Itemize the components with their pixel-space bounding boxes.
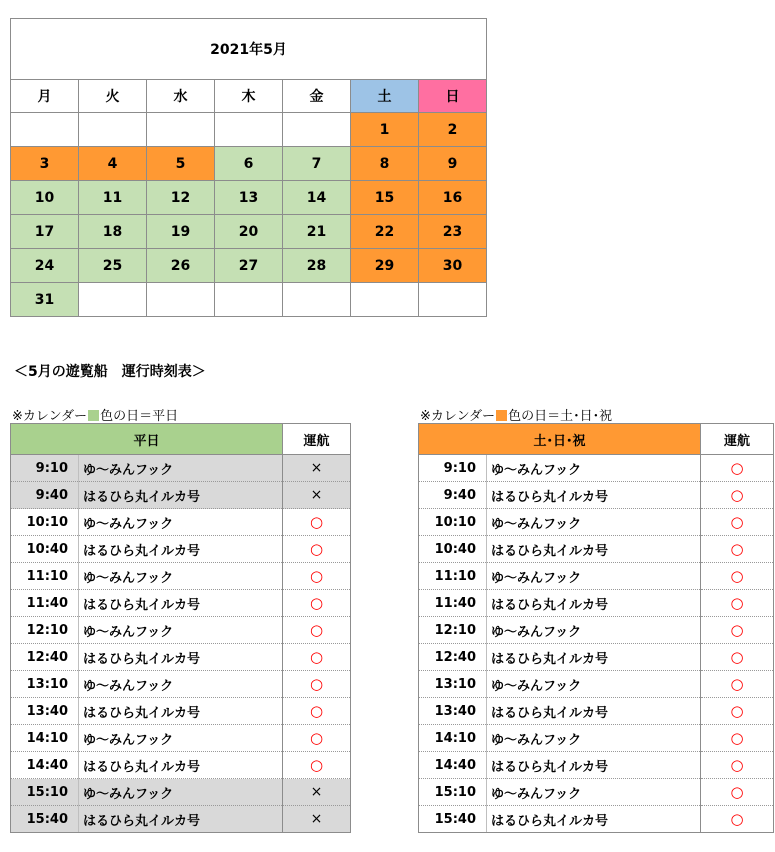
departure-time: 11:40 <box>419 590 487 617</box>
calendar-day: 1 <box>351 113 419 147</box>
operation-status <box>283 455 351 482</box>
calendar-day: 4 <box>79 147 147 181</box>
not-operating-mark: × <box>310 811 323 827</box>
calendar-day: 16 <box>419 181 487 215</box>
departure-time: 14:40 <box>419 752 487 779</box>
calendar-empty-cell <box>283 283 351 317</box>
ship-name: ゆ～みんフック <box>487 779 701 806</box>
not-operating-mark: × <box>310 487 323 503</box>
calendar-day: 8 <box>351 147 419 181</box>
operating-mark: ○ <box>309 729 324 747</box>
calendar-day: 19 <box>147 215 215 249</box>
calendar-day: 24 <box>11 249 79 283</box>
calendar-week-row <box>11 283 487 317</box>
calendar-day: 15 <box>351 181 419 215</box>
operating-mark: ○ <box>730 594 744 612</box>
ship-name: はるひら丸イルカ号 <box>79 536 283 563</box>
departure-time: 15:40 <box>419 806 487 833</box>
not-operating-mark: × <box>310 460 323 476</box>
operating-mark: ○ <box>730 486 744 504</box>
operation-status <box>701 725 774 752</box>
calendar-day: 25 <box>79 249 147 283</box>
operation-status <box>701 644 774 671</box>
departure-time: 15:40 <box>11 806 79 833</box>
schedule-row <box>11 752 351 779</box>
ship-name: ゆ～みんフック <box>79 725 283 752</box>
schedule-row <box>419 644 774 671</box>
departure-time: 12:40 <box>419 644 487 671</box>
calendar-day: 10 <box>11 181 79 215</box>
calendar-empty-cell <box>147 283 215 317</box>
operating-mark: ○ <box>309 621 324 639</box>
schedule-row <box>11 617 351 644</box>
calendar-empty-cell <box>419 283 487 317</box>
weekend-note-suffix: 色の日＝土･日･祝 <box>508 409 613 424</box>
departure-time: 14:10 <box>419 725 487 752</box>
calendar-title: 2021年5月 <box>11 19 487 80</box>
calendar-day: 20 <box>215 215 283 249</box>
schedule-row <box>419 806 774 833</box>
departure-time: 9:40 <box>419 482 487 509</box>
weekend-note <box>420 405 612 424</box>
schedule-row <box>419 617 774 644</box>
weekday-schedule-table <box>10 423 351 833</box>
schedule-row <box>11 779 351 806</box>
weekday-status-header: 運航 <box>283 424 351 455</box>
operating-mark: ○ <box>309 756 324 774</box>
schedule-row <box>11 563 351 590</box>
ship-name: はるひら丸イルカ号 <box>487 482 701 509</box>
operation-status <box>701 563 774 590</box>
departure-time: 13:40 <box>419 698 487 725</box>
ship-name: ゆ～みんフック <box>79 617 283 644</box>
calendar-week-row <box>11 249 487 283</box>
operation-status <box>701 590 774 617</box>
calendar-day: 31 <box>11 283 79 317</box>
calendar-empty-cell <box>11 113 79 147</box>
operating-mark: ○ <box>730 648 744 666</box>
schedule-row <box>11 509 351 536</box>
calendar-day: 28 <box>283 249 351 283</box>
departure-time: 15:10 <box>11 779 79 806</box>
calendar-empty-cell <box>215 283 283 317</box>
weekday-note-prefix: ※カレンダー <box>12 409 88 424</box>
schedule-row <box>11 725 351 752</box>
departure-time: 9:10 <box>11 455 79 482</box>
calendar-day: 14 <box>283 181 351 215</box>
operating-mark: ○ <box>309 648 324 666</box>
operation-status <box>701 806 774 833</box>
weekend-note-prefix: ※カレンダー <box>420 409 496 424</box>
calendar-week-row <box>11 113 487 147</box>
schedule-row <box>419 590 774 617</box>
ship-name: はるひら丸イルカ号 <box>79 806 283 833</box>
schedule-row <box>419 536 774 563</box>
weekday-sun: 日 <box>419 80 487 113</box>
operation-status <box>283 779 351 806</box>
operating-mark: ○ <box>730 702 744 720</box>
calendar-day: 3 <box>11 147 79 181</box>
operation-status <box>701 698 774 725</box>
operating-mark: ○ <box>730 513 744 531</box>
calendar-week-row <box>11 147 487 181</box>
calendar-empty-cell <box>351 283 419 317</box>
ship-name: ゆ～みんフック <box>487 617 701 644</box>
weekend-status-header: 運航 <box>701 424 774 455</box>
departure-time: 13:10 <box>11 671 79 698</box>
calendar-day: 12 <box>147 181 215 215</box>
departure-time: 15:10 <box>419 779 487 806</box>
operating-mark: ○ <box>730 756 744 774</box>
weekday-tue: 火 <box>79 80 147 113</box>
calendar-week-row <box>11 215 487 249</box>
operation-status <box>283 590 351 617</box>
schedule-row <box>419 482 774 509</box>
operating-mark: ○ <box>730 810 744 828</box>
calendar-day: 13 <box>215 181 283 215</box>
ship-name: ゆ～みんフック <box>487 671 701 698</box>
weekday-color-swatch <box>88 410 99 421</box>
ship-name: はるひら丸イルカ号 <box>487 752 701 779</box>
operation-status <box>283 617 351 644</box>
operating-mark: ○ <box>730 621 744 639</box>
schedule-row <box>11 482 351 509</box>
ship-name: はるひら丸イルカ号 <box>487 644 701 671</box>
operation-status <box>701 455 774 482</box>
ship-name: ゆ～みんフック <box>79 509 283 536</box>
operation-status <box>283 725 351 752</box>
calendar-day: 18 <box>79 215 147 249</box>
departure-time: 14:40 <box>11 752 79 779</box>
departure-time: 12:10 <box>419 617 487 644</box>
weekend-schedule-table <box>418 423 774 833</box>
schedule-row <box>419 752 774 779</box>
operation-status <box>701 752 774 779</box>
ship-name: はるひら丸イルカ号 <box>79 752 283 779</box>
operation-status <box>283 671 351 698</box>
departure-time: 14:10 <box>11 725 79 752</box>
departure-time: 11:10 <box>419 563 487 590</box>
departure-time: 10:40 <box>419 536 487 563</box>
ship-name: ゆ～みんフック <box>79 779 283 806</box>
calendar-day: 9 <box>419 147 487 181</box>
schedule-row <box>11 590 351 617</box>
weekday-fri: 金 <box>283 80 351 113</box>
departure-time: 10:40 <box>11 536 79 563</box>
operating-mark: ○ <box>730 675 744 693</box>
schedule-row <box>11 671 351 698</box>
calendar-day: 21 <box>283 215 351 249</box>
schedule-row <box>11 806 351 833</box>
weekday-table-header: 平日 <box>11 424 283 455</box>
ship-name: ゆ～みんフック <box>79 455 283 482</box>
schedule-row <box>419 671 774 698</box>
departure-time: 13:10 <box>419 671 487 698</box>
operation-status <box>701 482 774 509</box>
schedule-row <box>419 509 774 536</box>
not-operating-mark: × <box>310 784 323 800</box>
calendar-day: 27 <box>215 249 283 283</box>
operation-status <box>701 671 774 698</box>
calendar-empty-cell <box>215 113 283 147</box>
operating-mark: ○ <box>309 702 324 720</box>
departure-time: 11:10 <box>11 563 79 590</box>
schedule-row <box>419 563 774 590</box>
weekday-note <box>12 405 178 424</box>
ship-name: ゆ～みんフック <box>487 509 701 536</box>
operation-status <box>283 536 351 563</box>
schedule-row <box>11 455 351 482</box>
operating-mark: ○ <box>309 513 324 531</box>
operation-status <box>701 779 774 806</box>
operating-mark: ○ <box>730 783 744 801</box>
calendar-empty-cell <box>79 283 147 317</box>
calendar-day: 6 <box>215 147 283 181</box>
ship-name: はるひら丸イルカ号 <box>487 590 701 617</box>
ship-name: はるひら丸イルカ号 <box>487 698 701 725</box>
weekday-mon: 月 <box>11 80 79 113</box>
schedule-row <box>419 698 774 725</box>
calendar-day: 26 <box>147 249 215 283</box>
operation-status <box>283 752 351 779</box>
schedule-heading: ＜5月の遊覧船 運行時刻表＞ <box>14 364 206 380</box>
ship-name: はるひら丸イルカ号 <box>487 806 701 833</box>
operation-status <box>701 536 774 563</box>
departure-time: 12:10 <box>11 617 79 644</box>
calendar <box>10 18 487 317</box>
departure-time: 11:40 <box>11 590 79 617</box>
operation-status <box>283 482 351 509</box>
ship-name: ゆ～みんフック <box>79 563 283 590</box>
operating-mark: ○ <box>730 729 744 747</box>
weekend-color-swatch <box>496 410 507 421</box>
departure-time: 10:10 <box>11 509 79 536</box>
ship-name: ゆ～みんフック <box>487 725 701 752</box>
operating-mark: ○ <box>730 567 744 585</box>
calendar-empty-cell <box>147 113 215 147</box>
operating-mark: ○ <box>309 540 324 558</box>
calendar-day: 30 <box>419 249 487 283</box>
schedule-row <box>419 725 774 752</box>
calendar-day: 5 <box>147 147 215 181</box>
ship-name: ゆ～みんフック <box>487 563 701 590</box>
departure-time: 10:10 <box>419 509 487 536</box>
schedule-row <box>11 698 351 725</box>
weekday-thu: 木 <box>215 80 283 113</box>
departure-time: 12:40 <box>11 644 79 671</box>
operation-status <box>283 644 351 671</box>
ship-name: はるひら丸イルカ号 <box>79 698 283 725</box>
ship-name: はるひら丸イルカ号 <box>487 536 701 563</box>
calendar-empty-cell <box>79 113 147 147</box>
operating-mark: ○ <box>730 459 744 477</box>
calendar-day: 11 <box>79 181 147 215</box>
weekday-wed: 水 <box>147 80 215 113</box>
schedule-row <box>419 779 774 806</box>
operating-mark: ○ <box>730 540 744 558</box>
departure-time: 9:10 <box>419 455 487 482</box>
departure-time: 9:40 <box>11 482 79 509</box>
calendar-day: 22 <box>351 215 419 249</box>
ship-name: はるひら丸イルカ号 <box>79 482 283 509</box>
weekday-note-suffix: 色の日＝平日 <box>100 409 179 424</box>
operating-mark: ○ <box>309 567 324 585</box>
calendar-day: 7 <box>283 147 351 181</box>
schedule-row <box>11 536 351 563</box>
calendar-day: 2 <box>419 113 487 147</box>
ship-name: はるひら丸イルカ号 <box>79 644 283 671</box>
ship-name: はるひら丸イルカ号 <box>79 590 283 617</box>
schedule-row <box>419 455 774 482</box>
operation-status <box>701 617 774 644</box>
operation-status <box>701 509 774 536</box>
weekday-sat: 土 <box>351 80 419 113</box>
operation-status <box>283 806 351 833</box>
operation-status <box>283 698 351 725</box>
operating-mark: ○ <box>309 594 324 612</box>
weekend-table-header: 土･日･祝 <box>419 424 701 455</box>
departure-time: 13:40 <box>11 698 79 725</box>
ship-name: ゆ～みんフック <box>79 671 283 698</box>
operation-status <box>283 509 351 536</box>
operation-status <box>283 563 351 590</box>
operating-mark: ○ <box>309 675 324 693</box>
ship-name: ゆ～みんフック <box>487 455 701 482</box>
calendar-day: 29 <box>351 249 419 283</box>
calendar-week-row <box>11 181 487 215</box>
calendar-day: 17 <box>11 215 79 249</box>
calendar-empty-cell <box>283 113 351 147</box>
calendar-day: 23 <box>419 215 487 249</box>
schedule-row <box>11 644 351 671</box>
weekday-header-row <box>11 80 487 113</box>
